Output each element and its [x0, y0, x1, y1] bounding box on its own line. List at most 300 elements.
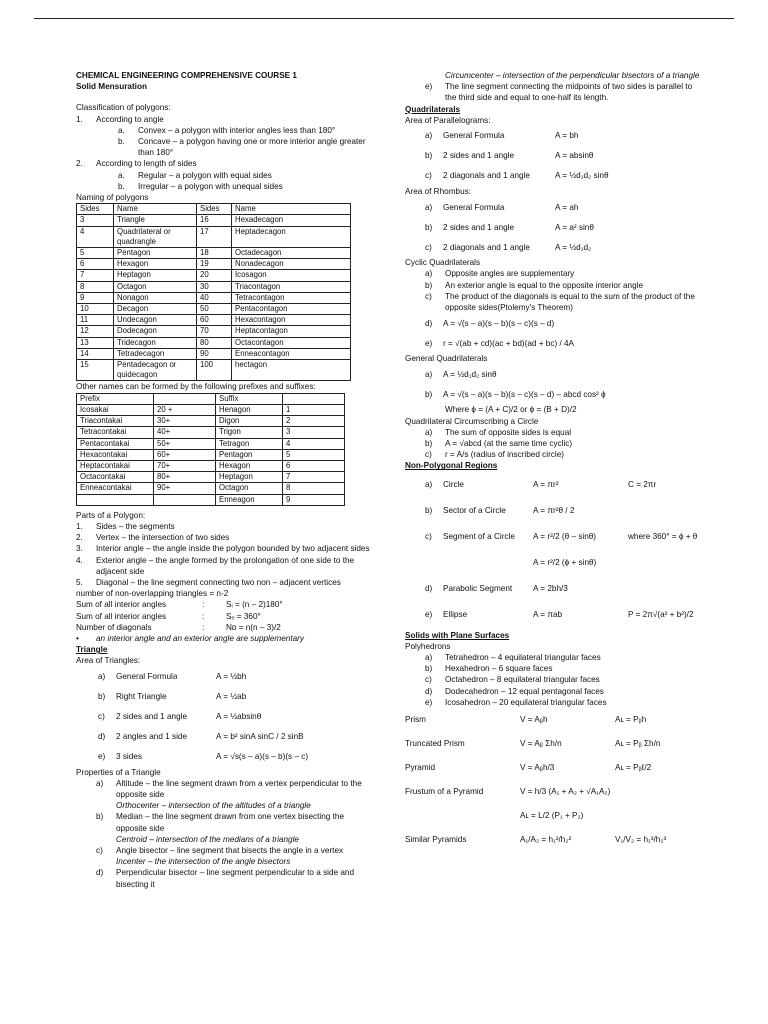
part-item-text: Sides – the segments — [96, 521, 175, 531]
rhombus-formula-equation: A = a² sinθ — [555, 222, 594, 232]
sums-list — [76, 599, 376, 633]
circumscribing-item-text: A = √abcd (at the same time cyclic) — [445, 439, 573, 449]
rhombus-formula-number: b) — [425, 222, 433, 232]
table-cell: Enneagon — [216, 494, 283, 505]
table-cell: 80 — [197, 337, 232, 348]
table-row — [77, 404, 345, 415]
table-cell: 90+ — [154, 483, 216, 494]
part-item — [76, 532, 376, 543]
general-formula-number: a) — [425, 369, 433, 379]
nonpolygonal-row — [405, 576, 705, 602]
polyhedron-item-text: Tetrahedron – 4 equilateral triangular faces — [445, 653, 601, 663]
part-item-text: Interior angle – the angle inside the polygon bounded by two adjacent sides — [96, 544, 370, 554]
solid-area: Aʟ = Pᵦ Σh/n — [615, 739, 661, 749]
parallelogram-formula-number: a) — [425, 131, 433, 141]
rhombus-formula-label: 2 diagonals and 1 angle — [443, 242, 530, 252]
nonpolygonal-number: e) — [425, 610, 433, 620]
polyhedron-item-number: e) — [425, 697, 433, 707]
table-cell: Heptadecagon — [232, 226, 351, 247]
table-cell: Digon — [216, 416, 283, 427]
nonpolygonal-label: Circle — [443, 480, 464, 490]
table-row — [77, 460, 345, 471]
table-cell: Pentacontakai — [77, 438, 154, 449]
table-cell: 50+ — [154, 438, 216, 449]
top-rule — [34, 18, 734, 19]
table-cell: 60+ — [154, 449, 216, 460]
table-cell: Nonadecagon — [232, 259, 351, 270]
table-row — [77, 315, 351, 326]
triangle-area-label: Right Triangle — [116, 691, 167, 701]
table-cell: 15 — [77, 360, 114, 381]
property-note: Incenter – the intersection of the angle bisectors — [116, 857, 291, 867]
rhombus-formula — [405, 197, 705, 217]
cyclic-formula — [405, 333, 705, 353]
nonpolygonal-label: Parabolic Segment — [443, 584, 513, 594]
solid-name: Pyramid — [405, 763, 436, 773]
solids-list — [405, 708, 705, 852]
table-cell: 20 + — [154, 404, 216, 415]
table-cell: Icosagon — [232, 270, 351, 281]
solid-volume: A₁/A₂ = h₁²/h₂² — [520, 835, 572, 845]
table-cell: 14 — [77, 348, 114, 359]
table-cell: Dodecagon — [114, 326, 197, 337]
nonpolygonal-label: Ellipse — [443, 610, 468, 620]
triangle-area — [76, 667, 376, 687]
table-cell: 70+ — [154, 460, 216, 471]
solid-row — [405, 828, 705, 852]
cyclic-item-text: The product of the diagonals is equal to the sum of the product of the opposite sides(Ptolemy's Theorem) — [445, 291, 695, 313]
properties-list — [76, 778, 376, 890]
parallelogram-formula-number: b) — [425, 151, 433, 161]
column-header: Name — [114, 204, 197, 215]
solid-name: Prism — [405, 715, 426, 725]
table-cell: 20 — [197, 270, 232, 281]
table-cell: Tetradecagon — [114, 348, 197, 359]
nonpolygonal-list — [405, 472, 705, 628]
table-cell: 40 — [197, 292, 232, 303]
solid-row — [405, 756, 705, 780]
nonpolygonal-equation: A = πab — [533, 610, 563, 620]
part-item-text: Vertex – the intersection of two sides — [96, 533, 230, 543]
sum-value: Nᴅ = n(n – 3)/2 — [226, 622, 281, 632]
table-cell: Triangle — [114, 215, 197, 226]
table-cell: Pentacontagon — [232, 304, 351, 315]
cyclic-item-number: a) — [425, 269, 433, 279]
general-formula — [405, 384, 705, 404]
triangle-area — [76, 727, 376, 747]
classification-subitem — [76, 181, 376, 192]
classification-list — [76, 114, 376, 192]
table-row — [77, 427, 345, 438]
table-row — [77, 248, 351, 259]
table-cell: 18 — [197, 248, 232, 259]
column-header: Sides — [197, 204, 232, 215]
circumscribing-item — [405, 438, 705, 449]
sum-label: Sum of all interior angles — [76, 611, 167, 621]
triangle-area-number: b) — [98, 691, 106, 701]
properties-heading: Properties of a Triangle — [76, 767, 161, 777]
table-cell: Octagon — [114, 281, 197, 292]
table-row — [77, 259, 351, 270]
classification-subitem-text: Concave – a polygon having one or more interior angle greater than 180° — [138, 137, 366, 158]
quadrilaterals-heading: Quadrilaterals — [405, 104, 461, 114]
right-column — [405, 70, 705, 852]
classification-subitem-number: b. — [118, 181, 125, 191]
classification-item — [76, 114, 376, 125]
classification-subitem-text: Regular – a polygon with equal sides — [138, 170, 272, 180]
nonpolygonal-equation: A = r²/2 (θ – sinθ) — [533, 532, 597, 542]
property-item-number: a) — [96, 778, 104, 788]
property-item-text: Altitude – the line segment drawn from a vertex perpendicular to the opposite side — [116, 778, 362, 799]
table-cell: Heptagon — [114, 270, 197, 281]
nonpolygonal-row — [405, 550, 705, 576]
circumscribing-item-number: a) — [425, 427, 433, 437]
table-cell: Enneacontagon — [232, 348, 351, 359]
column-header — [154, 393, 216, 404]
column-header: Suffix — [216, 393, 283, 404]
table-cell: 3 — [77, 215, 114, 226]
sum-colon: : — [202, 600, 205, 610]
table-cell: Heptagon — [216, 472, 283, 483]
table-cell: 100 — [197, 360, 232, 381]
nonpolygonal-row — [405, 472, 705, 498]
table-cell: Hexagon — [114, 259, 197, 270]
classification-subitem-text: Convex – a polygon with interior angles less than 180° — [138, 125, 336, 135]
rhombus-formula-label: 2 sides and 1 angle — [443, 222, 515, 232]
solid-name: Truncated Prism — [405, 739, 465, 749]
solid-volume: V = h/3 (A₁ + A₂ + √A₁A₂) — [520, 787, 611, 797]
circumscribing-item-text: The sum of opposite sides is equal — [445, 427, 572, 437]
naming-table — [76, 203, 351, 381]
classification-subitem-text: Irregular – a polygon with unequal sides — [138, 181, 283, 191]
table-cell: 11 — [77, 315, 114, 326]
part-item-number: 2. — [76, 533, 83, 543]
nonpolygonal-number: b) — [425, 506, 433, 516]
table-cell: Heptacontagon — [232, 326, 351, 337]
solid-area: Aʟ = Pᵦℓ/2 — [615, 763, 652, 773]
table-cell: 2 — [283, 416, 345, 427]
circumscribing-item — [405, 449, 705, 460]
parallelogram-formula-equation: A = bh — [555, 131, 579, 141]
classification-heading: Classification of polygons: — [76, 103, 171, 113]
cyclic-item-text: Opposite angles are supplementary — [445, 269, 575, 279]
polyhedron-item-number: b) — [425, 664, 433, 674]
table-cell: 1 — [283, 404, 345, 415]
cyclic-item-number: c) — [425, 291, 432, 301]
nonpolygonal-label: Sector of a Circle — [443, 506, 506, 516]
table-cell: 50 — [197, 304, 232, 315]
table-cell: 80+ — [154, 472, 216, 483]
polyhedron-item-number: c) — [425, 675, 432, 685]
table-cell: 9 — [77, 292, 114, 303]
cyclic-formula-equation: r = √(ab + cd)(ac + bd)(ad + bc) / 4A — [443, 338, 575, 348]
table-row — [77, 270, 351, 281]
table-cell: Pentadecagon or quidecagon — [114, 360, 197, 381]
cyclic-formula-number: e) — [425, 338, 433, 348]
part-item — [76, 577, 376, 588]
nonpolygonal-row — [405, 498, 705, 524]
cyclic-item-text: An exterior angle is equal to the opposite interior angle — [445, 280, 643, 290]
property-item — [76, 778, 376, 800]
nonpolygonal-heading: Non-Polygonal Regions — [405, 461, 498, 471]
rhombus-formula — [405, 237, 705, 257]
table-cell: Enneacontakai — [77, 483, 154, 494]
classification-subitem-number: b. — [118, 137, 125, 147]
property-item-number: b) — [96, 812, 104, 822]
rhombus-heading: Area of Rhombus: — [405, 187, 471, 197]
polyhedron-item — [405, 663, 705, 674]
solid-row — [405, 708, 705, 732]
triangle-area-number: c) — [98, 711, 105, 721]
table-cell: 40+ — [154, 427, 216, 438]
part-item — [76, 543, 376, 554]
table-cell: Pentagon — [216, 449, 283, 460]
sum-colon: : — [202, 622, 205, 632]
table-cell: Tetracontagon — [232, 292, 351, 303]
rhombus-formula-equation: A = ½d₁d₂ — [555, 242, 592, 252]
nonpolygonal-row — [405, 524, 705, 550]
table-row — [77, 483, 345, 494]
triangle-area-label: 2 angles and 1 side — [116, 731, 188, 741]
table-cell: 7 — [77, 270, 114, 281]
table-cell: 8 — [283, 483, 345, 494]
property-e: e) The line segment connecting the midpoints of two sides is parallel to the third side and equal to one-half its length. — [425, 82, 693, 103]
table-cell: Tetragon — [216, 438, 283, 449]
nonpolygonal-extra: where 360° = ϕ + θ — [628, 532, 698, 542]
part-item-number: 3. — [76, 544, 83, 554]
triangle-area-heading: Area of Triangles: — [76, 656, 141, 666]
table-cell: 30 — [197, 281, 232, 292]
table-cell: Tetracontakai — [77, 427, 154, 438]
polyhedron-item-number: d) — [425, 686, 433, 696]
nonpolygonal-number: d) — [425, 584, 433, 594]
table-cell: 60 — [197, 315, 232, 326]
solid-area: Aʟ = Pᵦh — [615, 715, 647, 725]
rhombus-formula-number: a) — [425, 202, 433, 212]
sum-value: Sₑ = 360° — [226, 611, 261, 621]
table-cell: 4 — [77, 226, 114, 247]
part-item-number: 1. — [76, 521, 83, 531]
table-row — [77, 337, 351, 348]
part-item-text: Exterior angle – the angle formed by the prolongation of one side to the adjacent side — [96, 555, 355, 576]
triangle-area-number: d) — [98, 731, 106, 741]
polyhedron-item — [405, 652, 705, 663]
nonpolygonal-number: c) — [425, 532, 432, 542]
property-item-text: Perpendicular bisector – line segment perpendicular to a side and bisecting it — [116, 868, 355, 889]
table-row — [77, 472, 345, 483]
polyhedron-item-text: Octahedron – 8 equilateral triangular faces — [445, 675, 600, 685]
classification-subitem — [76, 125, 376, 136]
table-cell: 17 — [197, 226, 232, 247]
nonpolygonal-extra: P = 2π√(a² + b²)/2 — [628, 610, 694, 620]
column-header: Name — [232, 204, 351, 215]
solid-row — [405, 804, 705, 828]
table-cell: 3 — [283, 427, 345, 438]
property-item — [76, 867, 376, 889]
table-cell: Octacontakai — [77, 472, 154, 483]
table-cell: 13 — [77, 337, 114, 348]
rhombus-formula-label: General Formula — [443, 202, 505, 212]
table-row — [77, 348, 351, 359]
polyhedron-item-text: Dodecahedron – 12 equal pentagonal faces — [445, 686, 604, 696]
parts-list — [76, 521, 376, 588]
prefix-heading: Other names can be formed by the following prefixes and suffixes: — [76, 382, 316, 392]
triangle-area-label: 2 sides and 1 angle — [116, 711, 188, 721]
parallelogram-formula-label: 2 sides and 1 angle — [443, 151, 515, 161]
column-header: Sides — [77, 204, 114, 215]
table-cell: 19 — [197, 259, 232, 270]
polyhedron-item — [405, 697, 705, 708]
cyclic-formula — [405, 313, 705, 333]
table-cell: Hexadecagon — [232, 215, 351, 226]
property-note: Centroid – intersection of the medians of a triangle — [116, 834, 299, 844]
property-item-number: c) — [96, 845, 103, 855]
table-cell: 8 — [77, 281, 114, 292]
table-cell: 5 — [77, 248, 114, 259]
cyclic-item — [405, 268, 705, 279]
parallelogram-heading: Area of Parallelograms: — [405, 115, 491, 125]
table-row — [77, 326, 351, 337]
cyclic-heading: Cyclic Quadrilaterals — [405, 258, 481, 268]
table-cell: Icosakai — [77, 404, 154, 415]
solid-name: Frustum of a Pyramid — [405, 787, 484, 797]
cyclic-item — [405, 291, 705, 313]
triangle-area-equation: A = ½bh — [216, 671, 247, 681]
sum-colon: : — [202, 611, 205, 621]
course-title: CHEMICAL ENGINEERING COMPREHENSIVE COURSE 1 — [76, 71, 297, 80]
table-cell — [77, 494, 154, 505]
table-cell: 7 — [283, 472, 345, 483]
table-cell: 90 — [197, 348, 232, 359]
table-cell: Undecagon — [114, 315, 197, 326]
general-formula — [405, 364, 705, 384]
triangle-area-equation: A = ½absinθ — [216, 711, 262, 721]
cyclic-item-number: b) — [425, 280, 433, 290]
part-item — [76, 521, 376, 532]
property-item-text: Median – the line segment drawn from one vertex bisecting the opposite side — [116, 812, 345, 833]
cyclic-item — [405, 280, 705, 291]
classification-item-number: 1. — [76, 114, 83, 124]
polyhedron-item — [405, 686, 705, 697]
nonpolygonal-equation: A = 2bh/3 — [533, 584, 568, 594]
table-row — [77, 226, 351, 247]
table-cell: 4 — [283, 438, 345, 449]
sum-label: Number of diagonals — [76, 622, 152, 632]
parallelogram-formula — [405, 126, 705, 146]
parallelogram-formula-label: 2 diagonals and 1 angle — [443, 171, 530, 181]
solid-volume: V = Aᵦh/3 — [520, 763, 555, 773]
table-row — [77, 438, 345, 449]
cyclic-formula-equation: A = √(s – a)(s – b)(s – c)(s – d) — [443, 318, 555, 328]
classification-subitem-number: a. — [118, 170, 125, 180]
property-item-number: d) — [96, 868, 104, 878]
table-cell: 10 — [77, 304, 114, 315]
general-formula-equation: A = ½d₁d₂ sinθ — [443, 369, 497, 379]
classification-item — [76, 158, 376, 169]
solid-volume: V = Aᵦ Σh/n — [520, 739, 562, 749]
general-equations — [405, 364, 705, 404]
polyhedron-item-text: Icosahedron – 20 equilateral triangular faces — [445, 697, 607, 707]
column-header: Prefix — [77, 393, 154, 404]
solid-name: Similar Pyramids — [405, 835, 467, 845]
table-cell: Hexagon — [216, 460, 283, 471]
table-row — [77, 215, 351, 226]
rhombus-formula-number: c) — [425, 242, 432, 252]
triangle-area-label: General Formula — [116, 671, 178, 681]
part-item — [76, 555, 376, 577]
table-cell: Trigon — [216, 427, 283, 438]
polyhedron-item-text: Hexahedron – 6 square faces — [445, 664, 553, 674]
nonpolygonal-equation: A = πr² — [533, 480, 559, 490]
bullet-icon: • — [76, 633, 79, 643]
section-title: Solid Mensuration — [76, 82, 147, 92]
column-header — [283, 393, 345, 404]
triangle-heading: Triangle — [76, 645, 108, 655]
cyclic-equations — [405, 313, 705, 353]
parts-heading: Parts of a Polygon: — [76, 510, 146, 520]
circumscribing-item-text: r = A/s (radius of inscribed circle) — [445, 450, 564, 460]
property-item — [76, 811, 376, 833]
table-cell: Henagon — [216, 404, 283, 415]
sum-label: Sum of all interior angles — [76, 600, 167, 610]
polyhedron-item-number: a) — [425, 653, 433, 663]
table-row — [77, 304, 351, 315]
bullet-note: • an interior angle and an exterior angle are supplementary — [76, 633, 305, 643]
table-row — [77, 494, 345, 505]
part-item-number: 4. — [76, 555, 83, 565]
triangle-area-number: e) — [98, 751, 106, 761]
sum-row — [76, 599, 376, 610]
triangle-area-equation: A = ½ab — [216, 691, 247, 701]
solid-volume: V = Aᵦh — [520, 715, 548, 725]
triangle-area — [76, 747, 376, 767]
cyclic-list — [405, 268, 705, 313]
triangle-area-equation: A = √s(s – a)(s – b)(s – c) — [216, 751, 309, 761]
parallelogram-formula-label: General Formula — [443, 131, 505, 141]
table-cell: Triacontagon — [232, 281, 351, 292]
nonpolygonal-number: a) — [425, 480, 433, 490]
property-note: Orthocenter – intersection of the altitudes of a triangle — [116, 801, 311, 811]
polyhedrons-list — [405, 652, 705, 708]
triangle-area — [76, 707, 376, 727]
table-cell — [154, 494, 216, 505]
nonpolygonal-row — [405, 602, 705, 628]
parallelogram-formula-equation: A = ½d₁d₂ sinθ — [555, 171, 609, 181]
table-cell: 30+ — [154, 416, 216, 427]
prefix-table — [76, 393, 345, 506]
nonpolygonal-equation: A = r²/2 (ϕ + sinθ) — [533, 558, 597, 568]
part-item-number: 5. — [76, 577, 83, 587]
solid-row — [405, 732, 705, 756]
table-cell: 70 — [197, 326, 232, 337]
table-cell: Tridecagon — [114, 337, 197, 348]
table-cell: Nonagon — [114, 292, 197, 303]
solid-row — [405, 780, 705, 804]
circumscribing-item-number: b) — [425, 439, 433, 449]
table-cell: 16 — [197, 215, 232, 226]
circumscribing-list — [405, 427, 705, 461]
table-cell: Hexacontagon — [232, 315, 351, 326]
triangle-area-number: a) — [98, 671, 106, 681]
classification-item-text: According to length of sides — [96, 159, 197, 169]
circumcenter-note: Circumcenter – intersection of the perpendicular bisectors of a triangle — [445, 71, 700, 80]
sum-row — [76, 611, 376, 622]
table-cell: Octacontagon — [232, 337, 351, 348]
table-cell: Pentagon — [114, 248, 197, 259]
table-cell: Octagon — [216, 483, 283, 494]
classification-item-text: According to angle — [96, 114, 164, 124]
table-row — [77, 360, 351, 381]
